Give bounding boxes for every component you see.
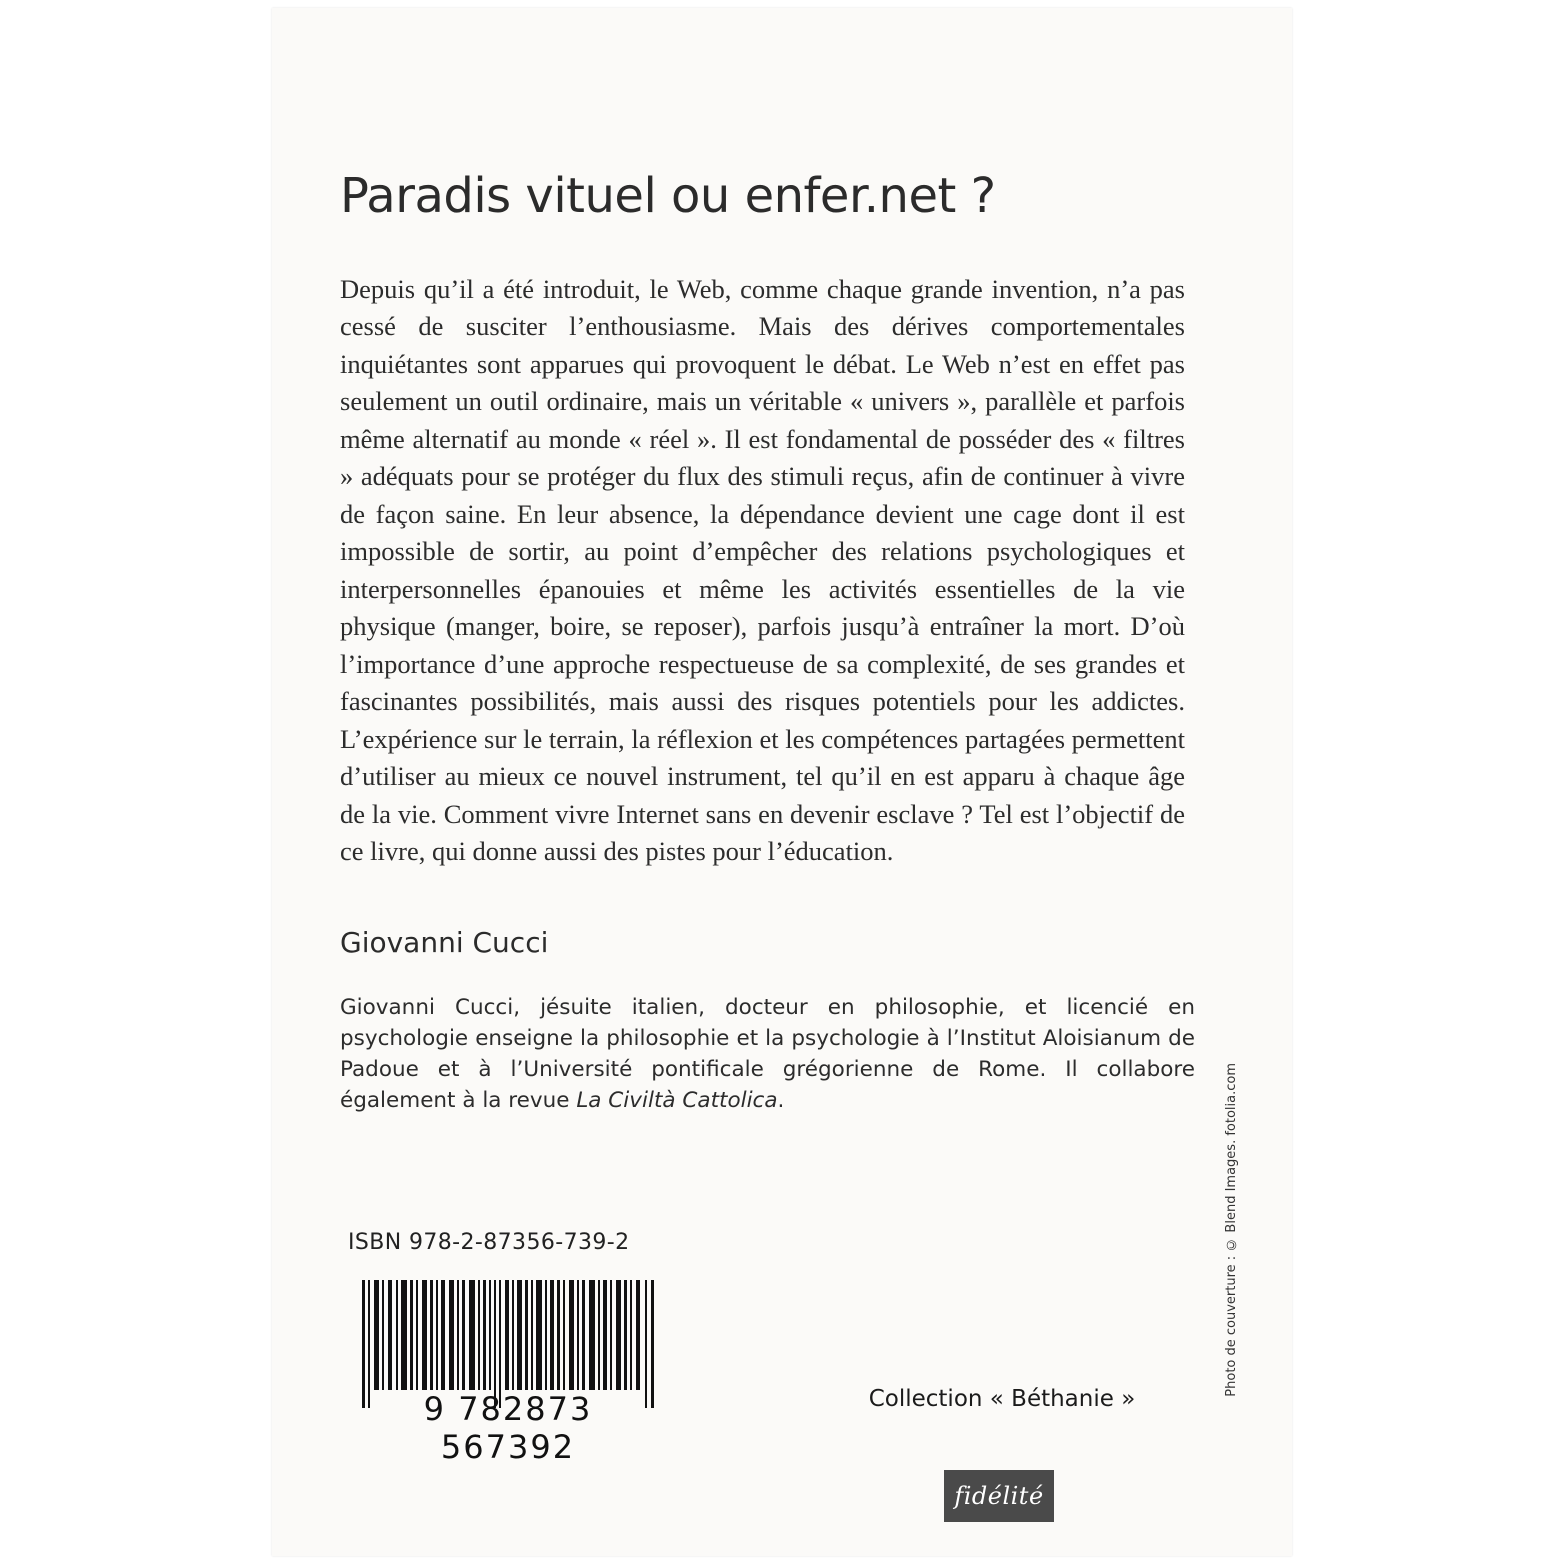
collection-label: Collection « Béthanie » [868,1386,1136,1412]
isbn-text: ISBN 978-2-87356-739-2 [348,1230,630,1255]
author-bio-end: . [777,1087,785,1113]
page-title: Paradis vituel ou enfer.net ? [340,168,996,225]
author-bio [340,992,1195,1116]
barcode-image [360,1280,658,1408]
publisher-logo: fidélité [944,1470,1054,1522]
barcode-digits: 9 782873 567392 [423,1390,593,1466]
book-back-cover [272,8,1292,1556]
author-bio-part1: Giovanni Cucci, jésuite italien, docteur en philosophie, et licencié en psychologie enseigne la philosophie et la psychologie à l’Institut Aloisianum de Padoue et à l’Université pontificale grégorienne de Rome. Il collabore également à la revue [340,994,1195,1113]
blurb-text: Depuis qu’il a été introduit, le Web, comme chaque grande invention, n’a pas cessé de susciter l’enthousiasme. Mais des dérives comportementales inquiétantes sont apparues qui provoquent le débat. Le Web n’est en effet pas seulement un outil ordinaire, mais un véritable « univers », parallèle et parfois même alternatif au monde « réel ». Il est fondamental de posséder des « filtres » adéquats pour se protéger du flux des stimuli reçus, afin de continuer à vivre de façon saine. En leur absence, la dépendance devient une cage dont il est impossible de sortir, au point d’empêcher des relations psychologiques et interpersonnelles épanouies et même les activités essentielles de la vie physique (manger, boire, se reposer), parfois jusqu’à entraîner la mort. D’où l’importance d’une approche respectueuse de sa complexité, de ses grandes et fascinantes possibilités, mais aussi des risques potentiels pour les addictes. L’expérience sur le terrain, la réflexion et les compétences partagées permettent d’utiliser au mieux ce nouvel instrument, tel qu’il en est apparu à chaque âge de la vie. Comment vivre Internet sans en devenir esclave ? Tel est l’objectif de ce livre, qui donne aussi des pistes pour l’éducation. [340,273,1185,866]
author-name: Giovanni Cucci [340,926,549,959]
cover-content [272,8,1292,1556]
photo-credit: Photo de couverture : © Blend Images. fotolia.com [1224,1063,1239,1397]
author-bio-work-title: La Civiltà Cattolica [576,1087,778,1113]
